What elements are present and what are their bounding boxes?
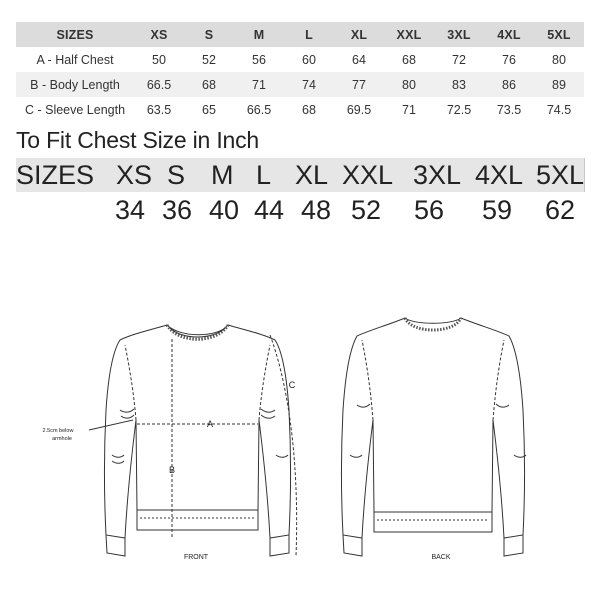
- table-cell: 50: [152, 52, 166, 67]
- size-table: [16, 22, 584, 122]
- table-cell: 63.5: [146, 102, 172, 117]
- chest-value: 59: [482, 195, 513, 225]
- sweater-diagram: [0, 300, 600, 570]
- table-cell: 68: [202, 77, 216, 92]
- chest-fit-header-row: [16, 158, 584, 192]
- chest-size-3xl: 3XL: [413, 160, 462, 190]
- size-col-l: L: [305, 27, 313, 42]
- chest-size-s: S: [167, 160, 186, 190]
- table-cell: 74.5: [546, 102, 572, 117]
- armhole-note-line1: 2.5cm below: [42, 428, 74, 434]
- measure-c-label: C: [288, 380, 296, 390]
- chest-value: 36: [162, 195, 193, 225]
- chest-value: 62: [545, 195, 576, 225]
- table-row-half-chest: [16, 47, 584, 72]
- row-label: A - Half Chest: [36, 52, 114, 67]
- chest-size-xxl: XXL: [342, 160, 394, 190]
- size-table-header: [16, 22, 584, 47]
- table-cell: 74: [302, 77, 316, 92]
- chest-size-m: M: [211, 160, 234, 190]
- table-cell: 71: [402, 102, 416, 117]
- table-cell: 72: [452, 52, 466, 67]
- table-cell: 65: [202, 102, 216, 117]
- chest-size-xs: XS: [116, 160, 153, 190]
- size-col-3xl: 3XL: [447, 27, 471, 42]
- armhole-note-line2: armhole: [52, 436, 72, 442]
- front-sweater-outline: [89, 325, 297, 556]
- chest-value: 52: [351, 195, 382, 225]
- size-col-xs: XS: [150, 27, 168, 42]
- table-cell: 64: [352, 52, 366, 67]
- size-col-4xl: 4XL: [497, 27, 521, 42]
- size-table-header-label: SIZES: [56, 27, 94, 42]
- table-cell: 66.5: [146, 77, 172, 92]
- back-label: BACK: [431, 554, 451, 561]
- table-cell: 80: [402, 77, 416, 92]
- size-col-s: S: [204, 27, 214, 42]
- table-cell: 77: [352, 77, 366, 92]
- table-cell: 86: [502, 77, 516, 92]
- table-cell: 68: [302, 102, 316, 117]
- chest-fit-title: To Fit Chest Size in Inch: [16, 127, 259, 153]
- table-cell: 83: [452, 77, 466, 92]
- size-col-5xl: 5XL: [547, 27, 571, 42]
- row-label: C - Sleeve Length: [24, 102, 126, 117]
- chest-value: 56: [414, 195, 445, 225]
- row-label: B - Body Length: [30, 77, 120, 92]
- front-label: FRONT: [183, 554, 209, 561]
- table-cell: 56: [252, 52, 266, 67]
- table-cell: 69.5: [346, 102, 372, 117]
- chest-value: 40: [209, 195, 240, 225]
- table-cell: 76: [502, 52, 516, 67]
- size-col-xl: XL: [350, 27, 368, 42]
- measure-b-label: B: [168, 465, 176, 475]
- chest-value: 48: [301, 195, 332, 225]
- table-cell: 80: [552, 52, 566, 67]
- chest-fit-values-row: [16, 193, 584, 227]
- chest-value: 34: [115, 195, 146, 225]
- table-cell: 60: [302, 52, 316, 67]
- table-row-sleeve-length: [16, 97, 584, 122]
- measure-a-label: A: [206, 419, 214, 429]
- table-cell: 89: [552, 77, 566, 92]
- table-cell: 72.5: [446, 102, 472, 117]
- back-sweater-outline: [342, 318, 527, 556]
- table-row-body-length: [16, 72, 584, 97]
- table-cell: 73.5: [496, 102, 522, 117]
- chest-fit-header-label: SIZES: [16, 160, 95, 190]
- chest-size-4xl: 4XL: [475, 160, 524, 190]
- size-col-m: M: [253, 27, 265, 42]
- table-cell: 68: [402, 52, 416, 67]
- chest-size-5xl: 5XL: [536, 160, 585, 190]
- chest-size-l: L: [256, 160, 272, 190]
- table-cell: 66.5: [246, 102, 272, 117]
- chest-size-xl: XL: [295, 160, 329, 190]
- size-col-xxl: XXL: [396, 27, 422, 42]
- chest-value: 44: [254, 195, 285, 225]
- table-cell: 52: [202, 52, 216, 67]
- table-cell: 71: [252, 77, 266, 92]
